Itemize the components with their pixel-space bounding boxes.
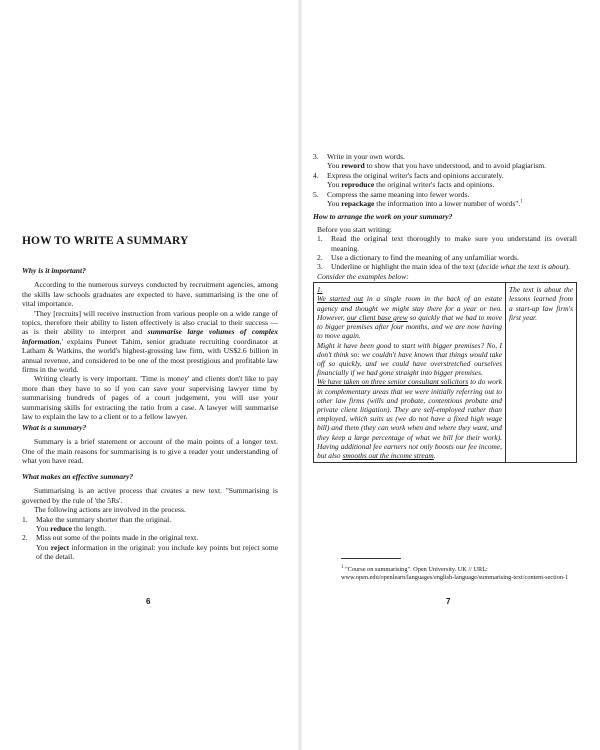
paragraph-writing-clearly: Writing clearly is very important. 'Time is money' and clients don't like to pay more than they have to so if you can save your supervising lawyer time by summarising hundreds of pages of a court judgement, you will use your summarising skills for extracting the ratio from a case. A lawyer will summarise law to explain the law to a client or to a fellow lawyer. [22, 374, 278, 422]
list-item: 5. Compress the same meaning into fewer words. You repackage the information into a lower number of words".$^1$ [313, 189, 523, 209]
footnote: $^1$ "Course on summarising". Open University. UK // URL: www.open.edu/openlearn/languages/english-language/summarising-text/content-section-1 [341, 564, 569, 582]
list-item: 1. Read the original text thoroughly to make sure you understand its overall meaning. [317, 234, 577, 253]
list-item: 1. Make the summary shorter than the original. You reduce the length. [22, 514, 172, 534]
paragraph-surveys: According to the numerous surveys conducted by recruitment agencies, among the skills law schools graduates are expected to have, summarising is the one of vital importance. [22, 280, 278, 309]
section-title-arrange: How to arrange the work on your summary? [313, 212, 453, 222]
section-effective-summary [22, 472, 278, 562]
paragraph-actions-intro: The following actions are involved in the process. [34, 505, 186, 515]
steps-list [313, 234, 577, 272]
before-writing-intro: Before you start writing: [317, 224, 392, 234]
paragraph-summary-definition: Summary is a brief statement or account of the main points of a longer text. One of the main reasons for summarising is to give a reader your understanding of what you have read. [22, 437, 278, 466]
keyword-repackage: repackage [341, 199, 375, 209]
emphasis-summarise: summarise large volumes of complex information [22, 327, 279, 346]
keyword-reduce: reduce [50, 524, 73, 534]
page-number-left: 6 [146, 597, 151, 606]
list-item: 2. Miss out some of the points made in the original text. You reject information in the original: you include key points but reject some of the detail. [22, 533, 279, 562]
consider-examples: Consider the examples below: [317, 271, 409, 281]
example-note-cell: The text is about the lessons learned from a start-up law firm's first year. [506, 283, 577, 463]
keyword-reword: reword [341, 161, 365, 171]
rules-list-left [22, 515, 278, 562]
example-text-cell: 1. We started out in a single room in the back of an estate agency and thought we might stay there for a year or two. However, our client base grew so quickly that we had to move to bigger premises after four months, and we are now having to move again. Might it have been good to start with bigger premises? No, I don't think so: we couldn't have known that things would take off so quickly, and we could have overstretched ourselves financially if we had gone straight into bigger premises. We have taken on three senior consultant solicitors to do work in complementary areas that we were initially referring out to other law firms (wills and probate, contentious probate and private client litigation). They are self-employed rather than employed, which suits us (we do not have a fixed high wage bill) and them (they can work when and where they want, and they keep a large percentage of what we bill for their work). Having additional fee earners not only boosts our fee income, but also smooths out the income stream. [314, 283, 506, 463]
paragraph-quote: 'They [recruits] will receive instruction from various people on a wide range of topics, therefore their ability to listen effectively is also crucial to their success — as is their ability to interpret and summarise large volumes of complex information,' explains Puneet Tahim, senior graduate recruiting coordinator at Latham & Watkins, the world's highest-grossing law firm, with US$2.6 billion in annual revenue, and considered to be one of the most prestigious and profitable law firms in the world. [22, 308, 279, 375]
example-label: 1. [317, 285, 323, 295]
page-heading: HOW TO WRITE A SUMMARY [22, 235, 189, 247]
rules-list-right-block [313, 152, 577, 463]
list-item: 4. Express the original writer's facts and opinions accurately. You reproduce the original writer's facts and opinions. [313, 170, 504, 190]
list-item: 2. Use a dictionary to find the meaning of any unfamiliar words. [317, 253, 519, 263]
section-title-what-is: What is a summary? [22, 423, 87, 432]
list-item: 3. Write in your own words. You reword to show that you have understood, and to avoid plagiarism. [313, 152, 547, 171]
rules-list-right [313, 152, 577, 208]
footnote-reference: 1 [520, 199, 523, 205]
list-item: 3. Underline or highlight the main idea of the text (decide what the text is about). [317, 262, 570, 272]
section-why-important [22, 266, 278, 422]
paragraph-5rs: Summarising is an active process that creates a new text. "Summarising is governed by the rule of 'the 5Rs'. [22, 486, 278, 505]
keyword-reject: reject [50, 542, 70, 552]
section-title-effective: What makes an effective summary? [22, 472, 134, 481]
footnote-divider [341, 558, 401, 559]
section-title-why: Why is it important? [22, 266, 86, 275]
page-number-right: 7 [446, 597, 451, 606]
keyword-reproduce: reproduce [341, 180, 375, 190]
example-table [313, 282, 577, 463]
section-what-is [22, 423, 278, 466]
